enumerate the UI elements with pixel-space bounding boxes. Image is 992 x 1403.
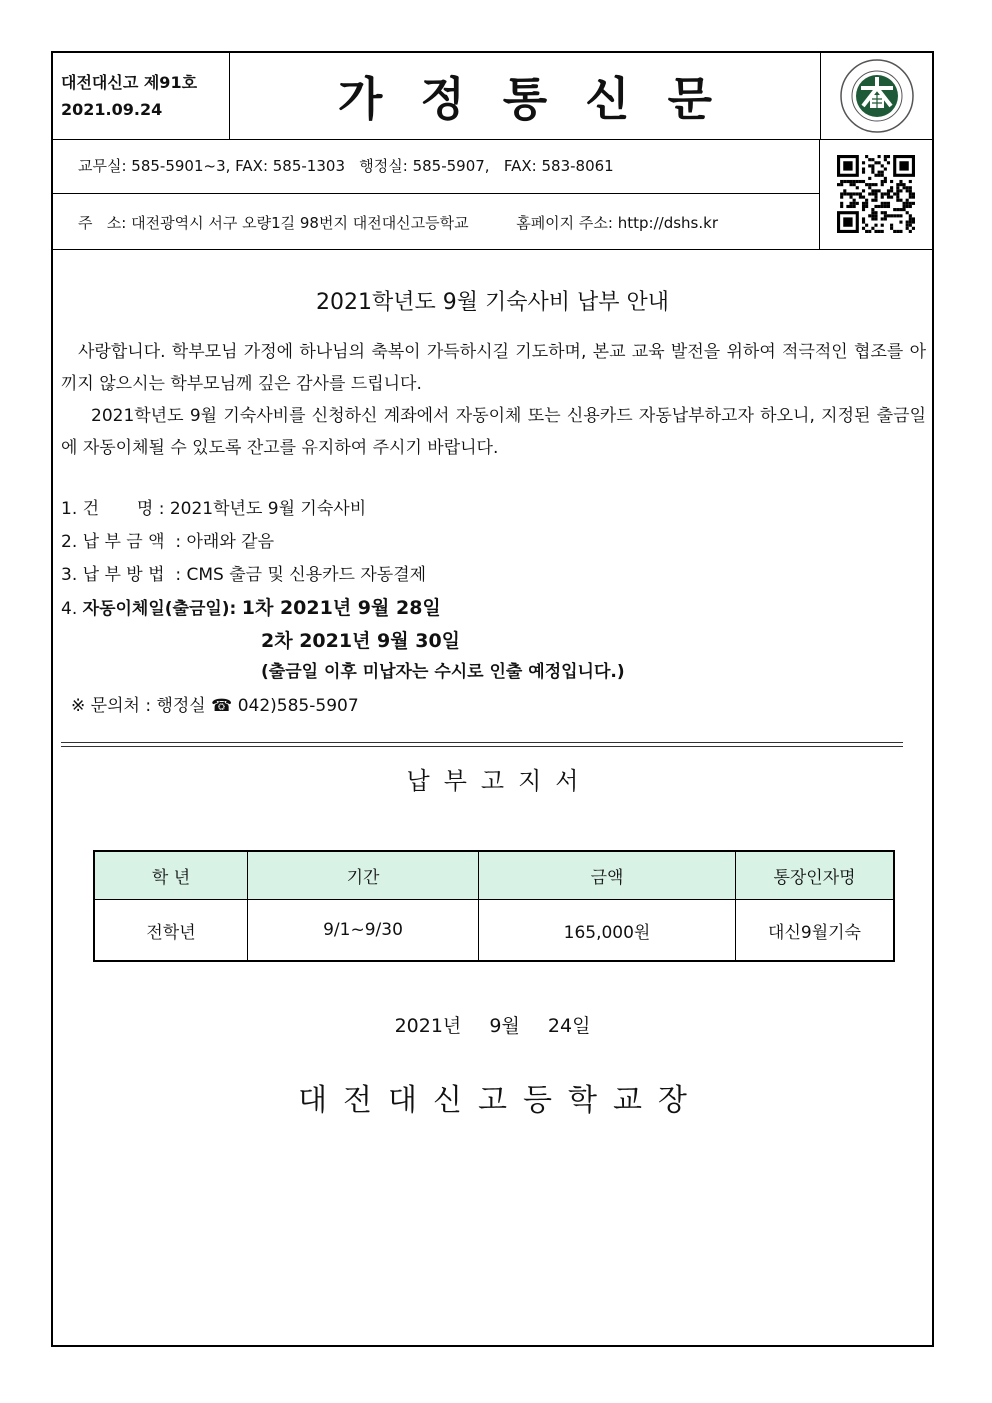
school-seal-icon bbox=[839, 58, 915, 134]
qr-code-icon[interactable] bbox=[837, 155, 915, 233]
contact-info: 교무실: 585-5901~3, FAX: 585-1303 행정실: 585-5907, FAX: 583-8061 bbox=[78, 157, 614, 175]
logo-cell bbox=[820, 53, 932, 139]
qr-cell bbox=[820, 139, 932, 249]
header-top-row bbox=[53, 53, 932, 140]
issue-date: 2021.09.24 bbox=[61, 100, 163, 119]
section-divider bbox=[61, 742, 903, 747]
table-cell: 9/1~9/30 bbox=[248, 900, 479, 962]
address-row bbox=[53, 194, 820, 249]
list-item: 2. 납 부 금 액 : 아래와 같음 bbox=[61, 532, 274, 552]
contact-row bbox=[53, 139, 820, 194]
column-header: 통장인자명 bbox=[736, 851, 895, 900]
principal-signature: 대전대신고등학교장 bbox=[298, 1083, 703, 1118]
instruction-paragraph: 2021학년도 9월 기숙사비를 신청하신 계좌에서 자동이체 또는 신용카드 자동납부하고자 하오니, 지정된 출금일에 자동이체될 수 있도록 잔고를 유지하여 주시기 바랍니다. bbox=[61, 406, 926, 458]
issue-box bbox=[53, 53, 230, 139]
document-title: 2021학년도 9월 기숙사비 납부 안내 bbox=[316, 290, 669, 315]
inquiry-label: ※ 문의처 : 행정실 bbox=[71, 696, 206, 716]
inquiry-phone: 042)585-5907 bbox=[237, 696, 359, 716]
column-header: 기간 bbox=[248, 851, 479, 900]
address-label: 주 소: bbox=[78, 214, 127, 232]
payment-table bbox=[93, 850, 895, 962]
list-item: 3. 납 부 방 법 : CMS 출금 및 신용카드 자동결제 bbox=[61, 565, 427, 585]
table-cell: 165,000원 bbox=[479, 900, 736, 962]
table-row bbox=[94, 900, 894, 962]
withdrawal-note: (출금일 이후 미납자는 수시로 인출 예정입니다.) bbox=[261, 662, 625, 682]
column-header: 학 년 bbox=[94, 851, 248, 900]
issue-date-line: 2021년 9월 24일 bbox=[394, 1015, 591, 1037]
homepage-label: 홈페이지 주소: bbox=[516, 214, 613, 232]
list-item: 1. 건 명 : 2021학년도 9월 기숙사비 bbox=[61, 499, 367, 519]
phone-icon: ☎ bbox=[211, 696, 233, 716]
column-header: 금액 bbox=[479, 851, 736, 900]
list-item: 4. 자동이체일(출금일): 1차 2021년 9월 28일 bbox=[61, 597, 441, 619]
greeting-paragraph: 사랑합니다. 학부모님 가정에 하나님의 축복이 가득하시길 기도하며, 본교 교육 발전을 위하여 적극적인 협조를 아끼지 않으시는 학부모님께 깊은 감사를 드립니다. bbox=[61, 342, 926, 394]
homepage-link[interactable]: http://dshs.kr bbox=[617, 214, 718, 232]
newsletter-page bbox=[51, 51, 934, 1347]
table-header-row bbox=[94, 851, 894, 900]
header-divider bbox=[53, 249, 932, 250]
table-cell: 대신9월기숙 bbox=[736, 900, 895, 962]
newsletter-title: 가정통신문 bbox=[337, 72, 751, 126]
second-withdrawal-date: 2차 2021년 9월 30일 bbox=[261, 630, 461, 652]
payment-notice-title: 납부고지서 bbox=[406, 767, 593, 795]
address-text: 대전광역시 서구 오량1길 98번지 대전대신고등학교 bbox=[131, 214, 469, 232]
table-cell: 전학년 bbox=[94, 900, 248, 962]
issue-number: 대전대신고 제91호 bbox=[61, 73, 198, 92]
inquiry-line bbox=[71, 691, 359, 716]
